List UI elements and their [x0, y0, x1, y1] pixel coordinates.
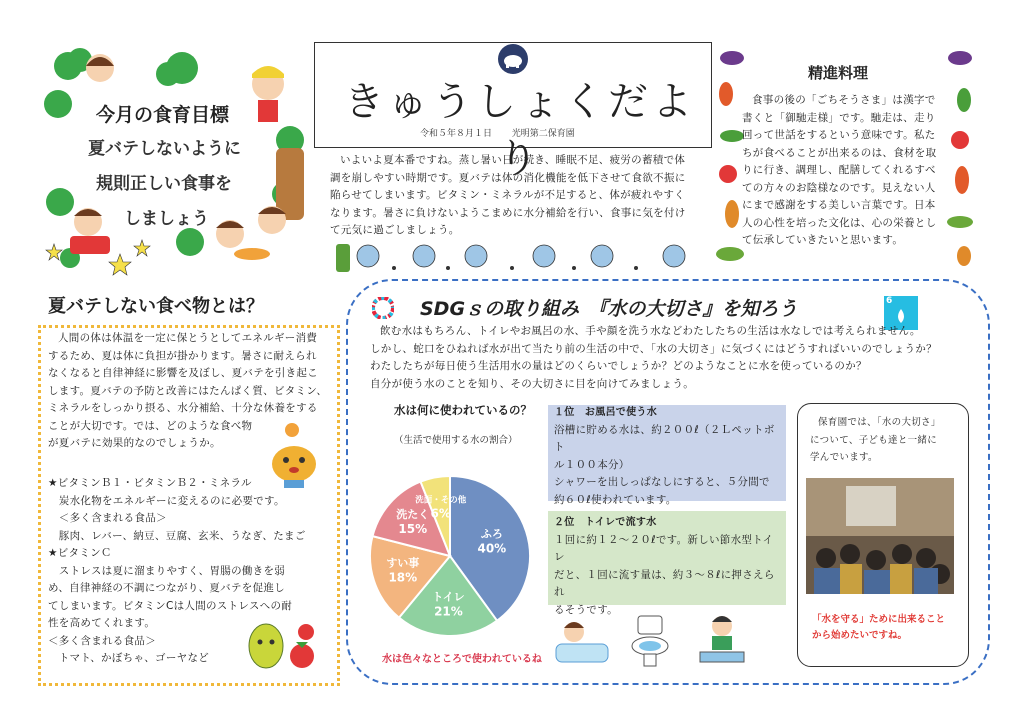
chart-subtitle: （生活で使用する水の割合）	[394, 435, 518, 446]
pie-category-label-5: 洗面・その他	[415, 495, 467, 506]
rank1-title: １位 お風呂で使う水	[554, 407, 657, 418]
chart-caption: 水は色々なところで使われているね	[382, 654, 542, 665]
rank1-text: １位 お風呂で使う水 浴槽に貯める水は、約２００ℓ（２Ｌペットボト ル１００本分） シャワーを出しっぱなしにすると、５分間で 約６０ℓ使われています。	[554, 404, 784, 509]
natsubate-title: 夏バテしない食べ物とは？	[48, 296, 264, 317]
water-usage-pie-chart	[360, 452, 540, 648]
pie-category-label-3: すい事	[386, 556, 420, 570]
pie-category-label-4: 洗たく	[396, 508, 430, 522]
vegetable-mascot-icon	[244, 612, 324, 678]
animals-decoration	[330, 238, 710, 274]
goal-line-1: 夏バテしないように	[88, 139, 241, 159]
issue-date-line	[420, 126, 575, 139]
pie-category-label-1: ふろ	[480, 527, 503, 541]
pie-value-label-1: 40%	[477, 541, 507, 556]
shojin-text: 食事の後の「ごちそうさま」は漢字で 書くと「御馳走様」です。馳走は、走り 回って世話をするという意味です。私た ちが食べることが出来るのは、食材を取 りに行き、調理し、配膳してくれるすべ ての方々のお陰様なのです。見えない人 にまで感謝をする美しい言葉です。日本 人の心性を培った文化は、心の栄養とし て伝承していきたいと思います。	[742, 94, 937, 246]
sdgs-wheel-icon	[372, 297, 394, 319]
shojin-title: 精進料理	[808, 64, 869, 82]
newsletter-title: きゅうしょくだより	[344, 79, 696, 182]
chart-title: 水は何に使われているの？	[394, 403, 532, 417]
sdg6-number: 6	[886, 296, 893, 306]
children-photo	[806, 478, 954, 594]
nursery-text: 保育園では、「水の大切さ」 について、子ども達と一緒に 学んでいます。	[810, 417, 941, 463]
sdgs-intro: 飲む水はもちろん、トイレやお風呂の水、手や顔を洗う水などわたしたちの生活は水なしでは考えられません。 しかし、蛇口をひねれば水が出て当たり前の生活の中で、「水の大切さ」に気づくにはどうすればいいのでしょうか？ わたしたちが毎日使う生活用水の量はどのくらいでしょうか？どのようなことに水を使っているのか？ 自分が使う水のことを知り、その大切さに目を向けてみましょう。	[370, 325, 937, 390]
pie-value-label-2: 21%	[434, 604, 463, 619]
rank2-text: ２位 トイレで流す水 １回に約１２～２０ℓです。新しい節水型トイレ だと、１回に流す量は、約３～８ℓに押さえられ るそうです。	[554, 514, 784, 619]
vitamin-b-section: ★ビタミンＢ１・ビタミンＢ２・ミネラル 炭水化物をエネルギーに変えるのに必要です。 ＜多く含まれる食品＞ 豚肉、レバー、納豆、豆腐、玄米、うなぎ、たまご	[48, 477, 306, 542]
vitamin-c-section: ★ビタミンＣ ストレスは夏に溜まりやすく、胃腸の働きを弱 め、自律神経の不調につながり、夏バテを促進し てしまいます。ビタミンCは人間のストレスへの耐 性を高めてくれます。 ＜多く含まれる食品＞ トマト、かぼちゃ、ゴーヤなど	[48, 547, 293, 664]
goal-title: 今月の食育目標	[96, 104, 230, 126]
pie-value-label-5: 6%	[430, 506, 451, 521]
natsubate-intro: 人間の体は体温を一定に保とうとしてエネルギー消費 するため、夏は体に負担が掛かります。暑さに耐えられ なくなると自律神経に影響を及ぼし、夏バテを引き起こ します。夏バテの予防と改善にはたんぱく質、ビタミン、 ミネラルをしっかり摂る、水分補給、十分な休養をする ことが大切です。では、どのような食べ物 が夏バテに効果的なのでしょうか。	[48, 332, 328, 449]
issue-date: 令和５年８月１日	[420, 129, 493, 139]
bath-illustration	[552, 616, 612, 668]
goal-line-2: 規則正しい食事を	[96, 174, 232, 194]
school-name: 光明第二保育園	[511, 129, 575, 139]
goal-illustration	[40, 44, 310, 276]
nursery-closing: 「水を守る」ために出来ること から始めたいですね。	[812, 614, 946, 641]
toilet-illustration	[618, 612, 674, 670]
intro-text: いよいよ夏本番ですね。蒸し暑い日が続き、睡眠不足、疲労の蓄積で体 調を崩しやすい時期です。夏バテは体の消化機能を低下させて食欲不振に 陥らせてしまいます。ビタミン・ミネラルが不足すると、体が疲れやすく なります。暑さに負けないようこまめに水分補給を行い、食事に気を付け て元気に過ごしましょう。	[330, 154, 686, 236]
goal-line-3: しましょう	[124, 209, 209, 229]
pie-category-label-2: トイレ	[432, 590, 465, 604]
handwashing-illustration	[694, 612, 750, 668]
sdgs-title: SDGｓの取り組み 『水の大切さ』を知ろう	[420, 298, 798, 320]
pie-value-label-3: 18%	[388, 570, 418, 585]
rank2-title: ２位 トイレで流す水	[554, 517, 657, 528]
pie-value-label-4: 15%	[398, 522, 428, 537]
